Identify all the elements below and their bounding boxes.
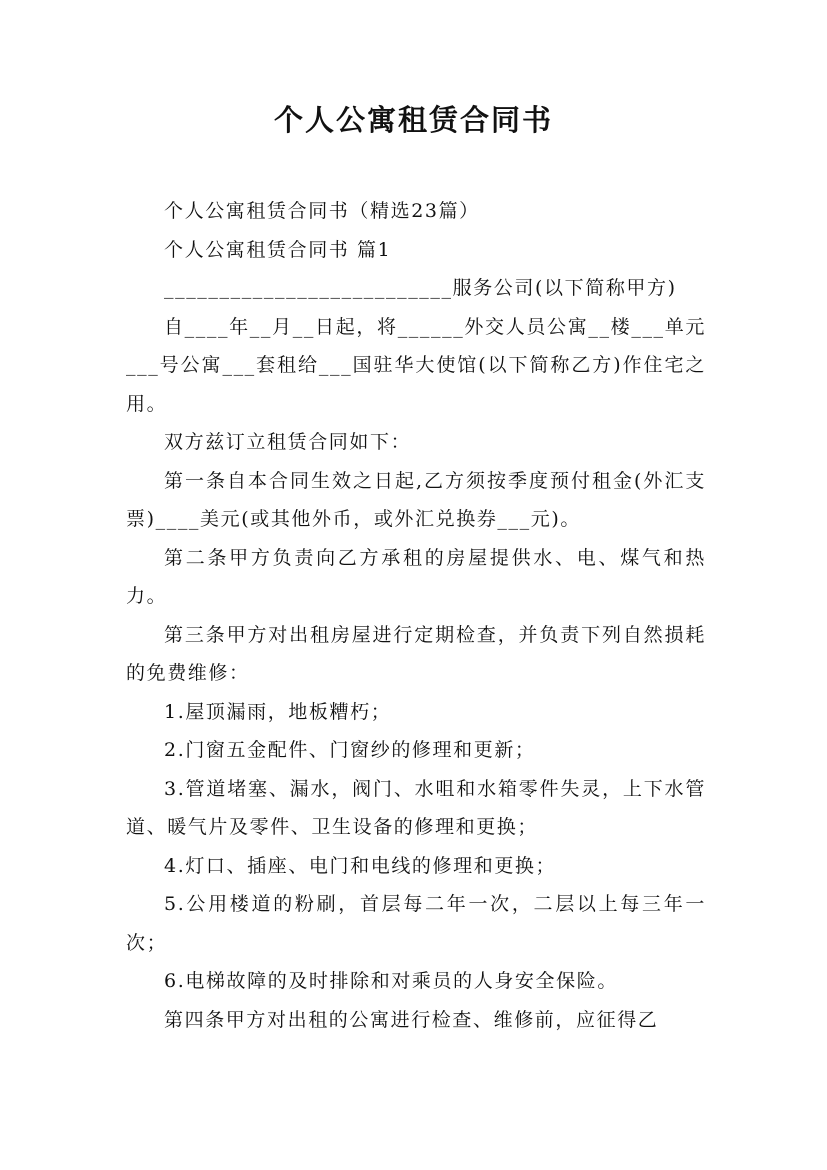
paragraph-agreement-intro: 双方兹订立租赁合同如下： — [164, 431, 412, 453]
paragraph-article-1: 第一条自本合同生效之日起,乙方须按季度预付租金(外汇支票)____美元(或其他外币，或外汇兑换券___元)。 — [126, 469, 706, 530]
paragraph-chapter-heading: 个人公寓租赁合同书 篇1 — [164, 238, 392, 261]
paragraph-article-3: 第三条甲方对出租房屋进行定期检查，并负责下列自然损耗的免费维修： — [126, 623, 706, 684]
paragraph-article-2: 第二条甲方负责向乙方承租的房屋提供水、电、煤气和热力。 — [126, 546, 706, 607]
paragraph-party-a: __________________________服务公司(以下简称甲方) — [164, 277, 677, 299]
document-title: 个人公寓租赁合同书 — [273, 103, 553, 137]
document-body — [126, 192, 706, 1039]
paragraph-subtitle: 个人公寓租赁合同书（精选23篇） — [164, 200, 480, 222]
list-item-4: 4.灯口、插座、电门和电线的修理和更换； — [164, 854, 557, 877]
list-item-3: 3.管道堵塞、漏水，阀门、水咀和水箱零件失灵，上下水管道、暖气片及零件、卫生设备的修理和更换； — [126, 777, 706, 838]
paragraph-article-4: 第四条甲方对出租的公寓进行检查、维修前，应征得乙 — [164, 1008, 659, 1031]
list-item-1: 1.屋顶漏雨，地板糟朽； — [164, 700, 392, 723]
list-item-5: 5.公用楼道的粉刷，首层每二年一次，二层以上每三年一次； — [126, 893, 706, 954]
list-item-2: 2.门窗五金配件、门窗纱的修理和更新； — [164, 739, 536, 761]
paragraph-lease-term: 自____年__月__日起，将______外交人员公寓__楼___单元___号公寓___套租给___国驻华大使馆(以下简称乙方)作住宅之用。 — [126, 315, 706, 415]
list-item-6: 6.电梯故障的及时排除和对乘员的人身安全保险。 — [164, 970, 618, 992]
